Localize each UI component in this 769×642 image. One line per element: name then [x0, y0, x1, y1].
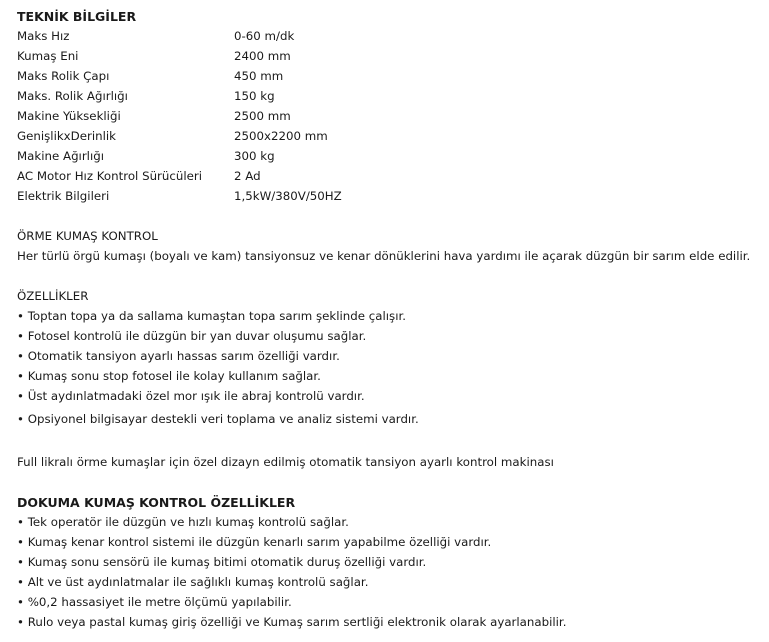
spec-label: Elektrik Bilgileri — [17, 189, 110, 203]
knitting-control-heading: ÖRME KUMAŞ KONTROL — [17, 229, 158, 243]
list-item: • Tek operatör ile düzgün ve hızlı kumaş kontrolü sağlar. — [17, 515, 349, 529]
features-heading: ÖZELLİKLER — [17, 289, 89, 303]
spec-value: 2400 mm — [234, 49, 291, 63]
spec-label: Maks Rolik Çapı — [17, 69, 110, 83]
spec-value: 2500 mm — [234, 109, 291, 123]
spec-row — [17, 26, 762, 46]
list-item: • Otomatik tansiyon ayarlı hassas sarım özelliği vardır. — [17, 349, 340, 363]
spec-value: 2 Ad — [234, 169, 261, 183]
knitting-control-description: Her türlü örgü kumaşı (boyalı ve kam) tansiyonsuz ve kenar dönüklerini hava yardımı ile açarak düzgün bir sarım elde edilir. — [17, 249, 751, 263]
spec-row — [17, 46, 762, 66]
list-item: • Kumaş sonu stop fotosel ile kolay kullanım sağlar. — [17, 369, 321, 383]
list-item: • Opsiyonel bilgisayar destekli veri toplama ve analiz sistemi vardır. — [17, 412, 419, 426]
list-item: • Alt ve üst aydınlatmalar ile sağlıklı kumaş kontrolü sağlar. — [17, 575, 369, 589]
spec-value: 2500x2200 mm — [234, 129, 328, 143]
spec-row — [17, 146, 762, 166]
spec-value: 1,5kW/380V/50HZ — [234, 189, 342, 203]
spec-label: Makine Yüksekliği — [17, 109, 121, 123]
spec-label: GenişlikxDerinlik — [17, 129, 117, 143]
list-item: • Üst aydınlatmadaki özel mor ışık ile abraj kontrolü vardır. — [17, 389, 365, 403]
spec-label: Kumaş Eni — [17, 49, 79, 63]
weaving-features-list — [17, 512, 762, 632]
spec-row — [17, 186, 762, 206]
list-item: • Toptan topa ya da sallama kumaştan topa sarım şeklinde çalışır. — [17, 309, 406, 323]
spec-label: Maks Hız — [17, 29, 70, 43]
technical-specs-heading: TEKNİK BİLGİLER — [17, 9, 137, 24]
summary-text: Full likralı örme kumaşlar için özel dizayn edilmiş otomatik tansiyon ayarlı kontrol makinası — [17, 455, 554, 469]
spec-value: 450 mm — [234, 69, 284, 83]
spec-row — [17, 66, 762, 86]
list-item: • %0,2 hassasiyet ile metre ölçümü yapılabilir. — [17, 595, 292, 609]
spec-row — [17, 166, 762, 186]
spec-value: 300 kg — [234, 149, 275, 163]
technical-specs-table — [17, 26, 762, 206]
product-description — [17, 7, 762, 632]
weaving-control-heading: DOKUMA KUMAŞ KONTROL ÖZELLİKLER — [17, 495, 296, 510]
spec-label: AC Motor Hız Kontrol Sürücüleri — [17, 169, 202, 183]
spec-row — [17, 126, 762, 146]
list-item: • Fotosel kontrolü ile düzgün bir yan duvar oluşumu sağlar. — [17, 329, 367, 343]
spec-row — [17, 86, 762, 106]
features-list — [17, 306, 762, 429]
list-item: • Kumaş sonu sensörü ile kumaş bitimi otomatik duruş özelliği vardır. — [17, 555, 427, 569]
spec-value: 0-60 m/dk — [234, 29, 295, 43]
list-item: • Kumaş kenar kontrol sistemi ile düzgün kenarlı sarım yapabilme özelliği vardır. — [17, 535, 492, 549]
spec-label: Makine Ağırlığı — [17, 149, 105, 163]
spec-value: 150 kg — [234, 89, 275, 103]
spec-row — [17, 106, 762, 126]
spec-label: Maks. Rolik Ağırlığı — [17, 89, 128, 103]
list-item: • Rulo veya pastal kumaş giriş özelliği ve Kumaş sarım sertliği elektronik olarak ayarlanabilir. — [17, 615, 567, 629]
